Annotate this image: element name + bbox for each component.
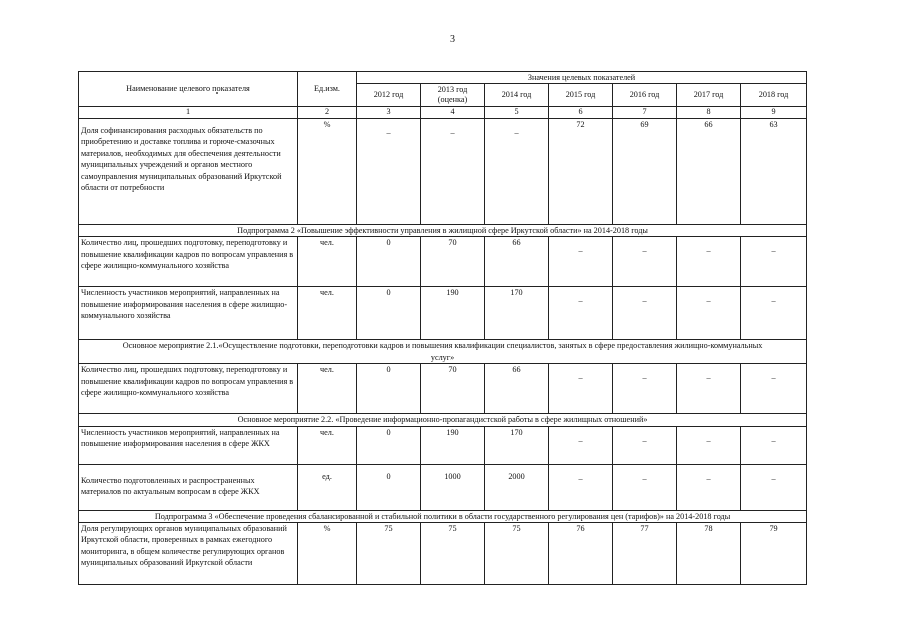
indicator-value: 72 [549,119,613,225]
indicator-value: 70 [421,237,485,287]
indicator-value: – [613,237,677,287]
indicator-value: 69 [613,119,677,225]
table-row [79,119,807,225]
indicator-value: – [613,426,677,464]
header-year: 2017 год [677,84,741,107]
indicator-name: Количество лиц, прошедших подготовку, переподготовку и повышение квалификации кадров по вопросам управления в сфере жилищно-коммунального хозяйства [79,364,298,414]
indicator-value: – [741,287,807,340]
table-row [79,364,807,414]
header-name: Наименование целевого показателя [79,72,298,107]
section-row [79,414,807,426]
indicator-unit: % [298,119,357,225]
indicator-value: – [549,364,613,414]
table-row [79,237,807,287]
header-year: 2015 год [549,84,613,107]
column-number: 2 [298,107,357,119]
page-number: 3 [450,34,455,45]
indicator-value: – [677,364,741,414]
indicator-value: 79 [741,523,807,585]
column-number: 1 [79,107,298,119]
column-number: 3 [357,107,421,119]
indicator-value: 66 [485,237,549,287]
section-title: Основное мероприятие 2.1.«Осуществление подготовки, переподготовки кадров и повышения квалификации специалистов, занятых в сфере предоставления жилищно-коммунальных услуг» [79,340,807,364]
indicator-name: Численность участников мероприятий, направленных на повышение информирования населения в сфере ЖКХ [79,426,298,464]
indicator-unit: % [298,523,357,585]
indicator-value: 70 [421,364,485,414]
indicator-value: 0 [357,364,421,414]
indicator-name: Количество подготовленных и распространенных материалов по актуальным вопросам в сфере ЖКХ [79,464,298,510]
indicator-value: – [357,119,421,225]
indicator-value: – [485,119,549,225]
header-values-group: Значения целевых показателей [357,72,807,84]
section-row [79,340,807,364]
column-number: 4 [421,107,485,119]
target-indicators-table [78,71,807,585]
column-number: 6 [549,107,613,119]
indicator-value: 78 [677,523,741,585]
indicator-unit: ед. [298,464,357,510]
indicator-value: – [421,119,485,225]
indicator-unit: чел. [298,426,357,464]
header-year: 2018 год [741,84,807,107]
indicator-value: 76 [549,523,613,585]
indicator-value: 63 [741,119,807,225]
indicator-value: – [741,464,807,510]
section-row [79,510,807,522]
header-unit: Ед.изм. [298,72,357,107]
indicator-name: Численность участников мероприятий, направленных на повышение информирования населения в сфере жилищно-коммунального хозяйства [79,287,298,340]
indicator-value: 77 [613,523,677,585]
column-number: 9 [741,107,807,119]
indicator-value: – [677,426,741,464]
indicator-value: 0 [357,237,421,287]
indicator-value: 75 [357,523,421,585]
header-year: 2013 год (оценка) [421,84,485,107]
header-year: 2012 год [357,84,421,107]
indicator-unit: чел. [298,237,357,287]
indicator-value: 2000 [485,464,549,510]
indicator-value: 170 [485,426,549,464]
table-row [79,287,807,340]
section-title: Подпрограмма 3 «Обеспечение проведения сбалансированной и стабильной политики в области государственного регулирования цен (тарифов)» на 2014-2018 годы [79,510,807,522]
indicator-value: – [549,237,613,287]
indicator-value: 66 [485,364,549,414]
indicator-value: – [677,287,741,340]
indicator-value: – [677,464,741,510]
indicator-value: – [549,287,613,340]
indicator-value: 0 [357,287,421,340]
indicator-value: 0 [357,464,421,510]
column-number: 7 [613,107,677,119]
indicator-value: 66 [677,119,741,225]
table-row [79,464,807,510]
indicator-value: – [613,464,677,510]
indicator-value: – [613,364,677,414]
indicator-name: Доля регулирующих органов муниципальных образований Иркутской области, проверенных в рамках ежегодного мониторинга, в общем количестве регулирующих органов муниципальных образований Иркутской области [79,523,298,585]
column-number: 5 [485,107,549,119]
indicator-value: – [677,237,741,287]
indicator-value: 1000 [421,464,485,510]
section-row [79,225,807,237]
indicator-name: Количество лиц, прошедших подготовку, переподготовку и повышение квалификации кадров по вопросам управления в сфере жилищно-коммунального хозяйства [79,237,298,287]
indicator-value: – [741,237,807,287]
indicator-unit: чел. [298,364,357,414]
indicator-name: Доля софинансирования расходных обязательств по приобретению и доставке топлива и горюче-смазочных материалов, необходимых для обеспечения деятельности муниципальных учреждений и органов местного самоуправления муниципальных образований Иркутской области от потребности [79,119,298,225]
indicator-value: 190 [421,287,485,340]
indicator-unit: чел. [298,287,357,340]
section-title: Основное мероприятие 2.2. «Проведение информационно-пропагандистской работы в сфере жилищных отношений» [79,414,807,426]
indicator-value: – [549,464,613,510]
indicator-value: – [741,426,807,464]
table-row [79,426,807,464]
indicator-value: 170 [485,287,549,340]
indicator-value: 0 [357,426,421,464]
indicator-value: 75 [421,523,485,585]
column-number-row [79,107,807,119]
table-row [79,523,807,585]
header-year: 2016 год [613,84,677,107]
header-year: 2014 год [485,84,549,107]
indicator-value: – [549,426,613,464]
indicator-value: 190 [421,426,485,464]
indicator-value: – [741,364,807,414]
indicator-value: 75 [485,523,549,585]
column-number: 8 [677,107,741,119]
header-row-1 [79,72,807,84]
indicator-value: – [613,287,677,340]
section-title: Подпрограмма 2 «Повышение эффективности управления в жилищной сфере Иркутской области» на 2014-2018 годы [79,225,807,237]
